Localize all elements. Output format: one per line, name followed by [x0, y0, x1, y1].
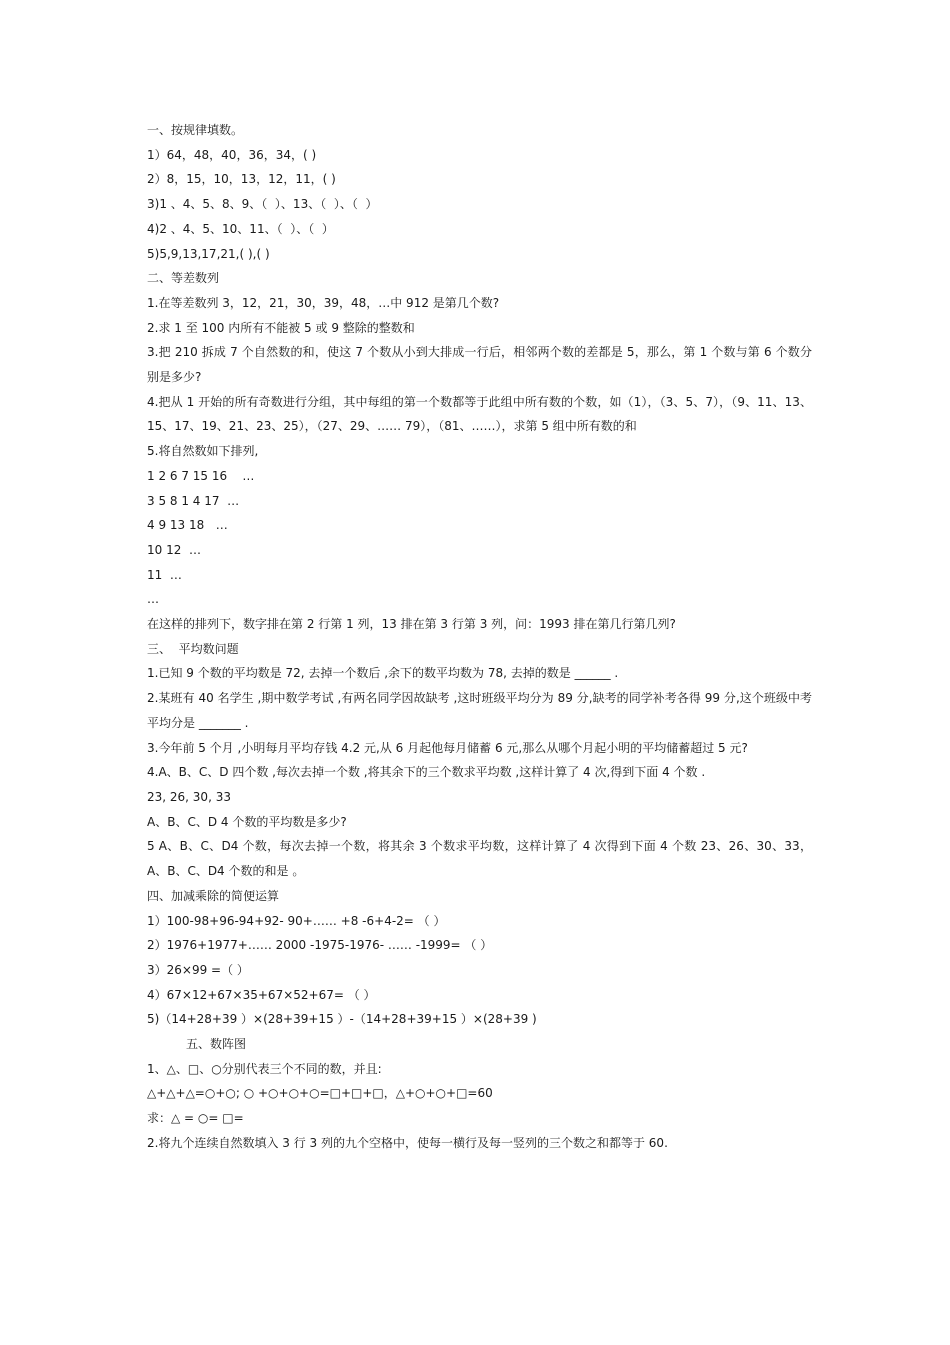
- question-1-5: 5)5,9,13,17,21,( ),( ): [147, 246, 270, 261]
- question-4-2: 2）1976+1977+…… 2000 -1975-1976- …… -1999= （ ）: [147, 938, 493, 953]
- question-1-4: 4)2 、4、5、10、11、（ ）、（ ）: [147, 221, 334, 236]
- section-heading-2: 二、等差数列: [147, 271, 220, 286]
- section-heading-3: 三、 平均数问题: [147, 641, 239, 656]
- question-4-1: 1）100-98+96-94+92- 90+…… +8 -6+4-2= （ ）: [147, 913, 446, 928]
- number-array-row-3: 4 9 13 18 …: [147, 518, 228, 533]
- question-1-1: 1）64，48，40，36，34，( ): [147, 147, 317, 162]
- question-2-4: 4.把从 1 开始的所有奇数进行分组，其中每组的第一个数都等于此组中所有数的个数，如（1），（3、5、7），（9、11、13、15、17、19、21、23、25），（27、29、…… 79），（81、……），求第 5 组中所有数的和: [147, 394, 812, 434]
- question-4-4: 4）67×12+67×35+67×52+67= （ ）: [147, 987, 376, 1002]
- question-5-1-ask: 求：△ = ○= □=: [147, 1111, 244, 1126]
- question-5-2: 2.将九个连续自然数填入 3 行 3 列的九个空格中，使每一横行及每一竖列的三个数之和都等于 60.: [147, 1135, 668, 1150]
- question-3-3: 3.今年前 5 个月 ,小明每月平均存钱 4.2 元,从 6 月起他每月储蓄 6 元,那么从哪个月起小明的平均储蓄超过 5 元?: [147, 740, 748, 755]
- question-2-1: 1.在等差数列 3，12，21，30，39，48，…中 912 是第几个数?: [147, 295, 500, 310]
- question-4-3: 3）26×99 =（ ）: [147, 962, 249, 977]
- question-2-5: 5.将自然数如下排列,: [147, 444, 259, 459]
- number-array-row-1: 1 2 6 7 15 16 …: [147, 468, 255, 483]
- question-4-5: 5)（14+28+39 ）×(28+39+15 ）-（14+28+39+15 ）×(28+39 ): [147, 1012, 537, 1027]
- section-heading-4: 四、加减乘除的简便运算: [147, 888, 280, 903]
- question-1-2: 2）8，15，10，13，12，11，( ): [147, 172, 336, 187]
- question-2-2: 2.求 1 至 100 内所有不能被 5 或 9 整除的整数和: [147, 320, 415, 335]
- question-2-5-ask: 在这样的排列下，数字排在第 2 行第 1 列，13 排在第 3 行第 3 列，问：1993 排在第几行第几列?: [147, 617, 676, 632]
- question-1-3: 3)1 、4、5、8、9、（ ）、13、（ ）、（ ）: [147, 197, 378, 212]
- number-array-row-5: 11 …: [147, 567, 182, 582]
- question-5-1: 1、△、□、○分别代表三个不同的数，并且:: [147, 1061, 382, 1076]
- question-3-4-values: 23, 26, 30, 33: [147, 789, 231, 804]
- question-3-4: 4.A、B、C、D 四个数 ,每次去掉一个数 ,将其余下的三个数求平均数 ,这样计算了 4 次,得到下面 4 个数 .: [147, 765, 706, 780]
- question-3-2: 2.某班有 40 名学生 ,期中数学考试 ,有两名同学因故缺考 ,这时班级平均分为 89 分,缺考的同学补考各得 99 分,这个班级中考平均分是 _______ .: [147, 691, 812, 730]
- number-array-row-2: 3 5 8 1 4 17 …: [147, 493, 240, 508]
- question-2-3: 3.把 210 拆成 7 个自然数的和，使这 7 个数从小到大排成一行后，相邻两个数的差都是 5，那么，第 1 个数与第 6 个数分别是多少?: [147, 345, 812, 385]
- section-heading-5: 五、数阵图: [186, 1037, 247, 1052]
- question-3-4-ask: A、B、C、D 4 个数的平均数是多少?: [147, 814, 347, 829]
- number-array-ellipsis: …: [147, 592, 159, 607]
- document-body: [147, 118, 812, 1156]
- question-5-1-equations: △+△+△=○+○; ○ +○+○+○=□+□+□，△+○+○+□=60: [147, 1086, 493, 1101]
- question-3-5: 5 A、B、C、D4 个数，每次去掉一个数，将其余 3 个数求平均数，这样计算了 4 次得到下面 4 个数 23、26、30、33，A、B、C、D4 个数的和是 。: [147, 839, 812, 879]
- question-3-1: 1.已知 9 个数的平均数是 72, 去掉一个数后 ,余下的数平均数为 78, 去掉的数是 ______ .: [147, 666, 619, 681]
- section-heading-1: 一、按规律填数。: [147, 123, 244, 137]
- number-array-row-4: 10 12 …: [147, 542, 201, 557]
